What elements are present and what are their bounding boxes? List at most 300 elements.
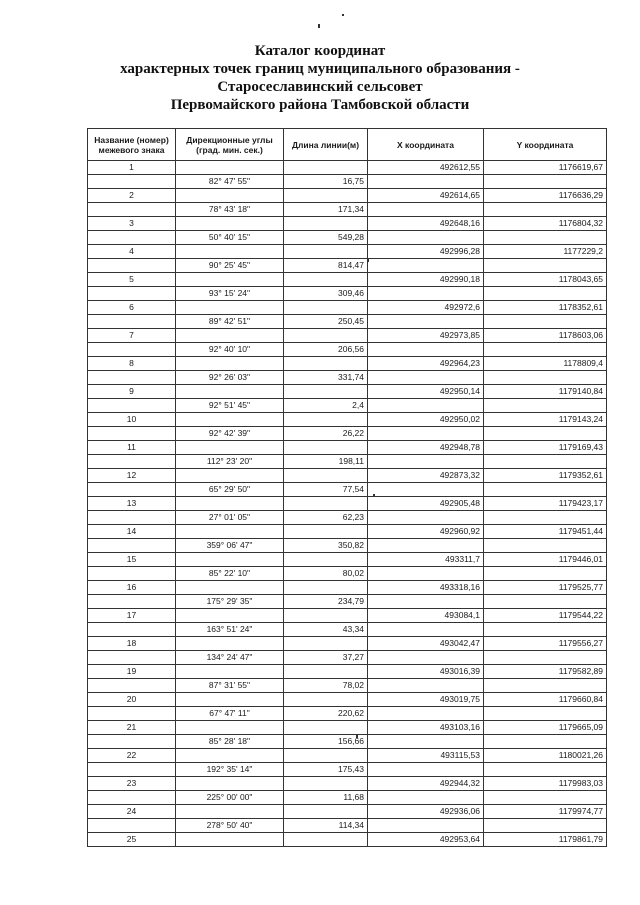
empty-cell (176, 245, 284, 259)
x-coordinate-cell: 492614,65 (368, 189, 484, 203)
empty-cell (484, 791, 607, 805)
empty-cell (284, 609, 368, 623)
empty-cell (284, 721, 368, 735)
y-coordinate-cell: 1179169,43 (484, 441, 607, 455)
x-coordinate-cell: 492953,64 (368, 833, 484, 847)
x-coordinate-cell: 493084,1 (368, 609, 484, 623)
x-coordinate-cell: 492950,02 (368, 413, 484, 427)
table-row (88, 427, 607, 441)
line-length-cell: 43,34 (284, 623, 368, 637)
direction-angle-cell: 85° 28' 18" (176, 735, 284, 749)
y-coordinate-cell: 1179525,77 (484, 581, 607, 595)
table-row (88, 441, 607, 455)
empty-cell (484, 763, 607, 777)
point-number-cell: 14 (88, 525, 176, 539)
document-title (0, 42, 640, 114)
empty-cell (368, 259, 484, 273)
line-length-cell: 114,34 (284, 819, 368, 833)
empty-cell (176, 693, 284, 707)
x-coordinate-cell: 493318,16 (368, 581, 484, 595)
x-coordinate-cell: 492950,14 (368, 385, 484, 399)
empty-cell (176, 497, 284, 511)
y-coordinate-cell: 1178603,06 (484, 329, 607, 343)
line-length-cell: 234,79 (284, 595, 368, 609)
empty-cell (368, 595, 484, 609)
table-row (88, 609, 607, 623)
line-length-cell: 350,82 (284, 539, 368, 553)
table-row (88, 469, 607, 483)
direction-angle-cell: 192° 35' 14" (176, 763, 284, 777)
y-coordinate-cell: 1178809,4 (484, 357, 607, 371)
empty-cell (484, 231, 607, 245)
empty-cell (368, 623, 484, 637)
direction-angle-cell: 92° 42' 39" (176, 427, 284, 441)
empty-cell (284, 273, 368, 287)
empty-cell (284, 245, 368, 259)
table-row (88, 567, 607, 581)
header-y-coordinate: Y координата (484, 129, 607, 161)
empty-cell (284, 497, 368, 511)
point-number-cell: 12 (88, 469, 176, 483)
y-coordinate-cell: 1179861,79 (484, 833, 607, 847)
empty-cell (368, 819, 484, 833)
y-coordinate-cell: 1179544,22 (484, 609, 607, 623)
empty-cell (284, 581, 368, 595)
point-number-cell: 1 (88, 161, 176, 175)
empty-cell (176, 161, 284, 175)
table-row (88, 581, 607, 595)
header-line-length: Длина линии(м) (284, 129, 368, 161)
direction-angle-cell: 82° 47' 55" (176, 175, 284, 189)
empty-cell (88, 231, 176, 245)
empty-cell (176, 721, 284, 735)
empty-cell (88, 651, 176, 665)
empty-cell (88, 287, 176, 301)
x-coordinate-cell: 493311,7 (368, 553, 484, 567)
empty-cell (284, 329, 368, 343)
empty-cell (284, 161, 368, 175)
direction-angle-cell: 78° 43' 18" (176, 203, 284, 217)
empty-cell (88, 735, 176, 749)
x-coordinate-cell: 492990,18 (368, 273, 484, 287)
direction-angle-cell: 278° 50' 40" (176, 819, 284, 833)
table-row (88, 315, 607, 329)
empty-cell (284, 357, 368, 371)
direction-angle-cell: 50° 40' 15" (176, 231, 284, 245)
table-row (88, 651, 607, 665)
empty-cell (484, 483, 607, 497)
empty-cell (284, 749, 368, 763)
empty-cell (88, 595, 176, 609)
x-coordinate-cell: 492648,16 (368, 217, 484, 231)
title-line: Первомайского района Тамбовской области (170, 97, 470, 113)
table-row (88, 623, 607, 637)
line-length-cell: 331,74 (284, 371, 368, 385)
point-number-cell: 18 (88, 637, 176, 651)
point-number-cell: 20 (88, 693, 176, 707)
empty-cell (88, 791, 176, 805)
empty-cell (284, 301, 368, 315)
direction-angle-cell: 65° 29' 50" (176, 483, 284, 497)
direction-angle-cell: 93° 15' 24" (176, 287, 284, 301)
table-header-row (88, 129, 607, 161)
empty-cell (176, 413, 284, 427)
table-row (88, 161, 607, 175)
y-coordinate-cell: 1178043,65 (484, 273, 607, 287)
table-row (88, 735, 607, 749)
y-coordinate-cell: 1179983,03 (484, 777, 607, 791)
title-line: Каталог координат (254, 43, 386, 59)
empty-cell (284, 553, 368, 567)
empty-cell (284, 469, 368, 483)
empty-cell (484, 567, 607, 581)
line-length-cell: 814,47 (284, 259, 368, 273)
line-length-cell: 78,02 (284, 679, 368, 693)
empty-cell (176, 441, 284, 455)
empty-cell (284, 217, 368, 231)
empty-cell (88, 315, 176, 329)
empty-cell (176, 777, 284, 791)
point-number-cell: 7 (88, 329, 176, 343)
table-row (88, 217, 607, 231)
table-row (88, 539, 607, 553)
empty-cell (484, 175, 607, 189)
empty-cell (176, 385, 284, 399)
empty-cell (368, 371, 484, 385)
line-length-cell: 220,62 (284, 707, 368, 721)
table-row (88, 819, 607, 833)
table-row (88, 665, 607, 679)
empty-cell (176, 217, 284, 231)
header-point-name: Название (номер) межевого знака (88, 129, 176, 161)
empty-cell (368, 651, 484, 665)
empty-cell (484, 511, 607, 525)
empty-cell (88, 259, 176, 273)
y-coordinate-cell: 1176619,67 (484, 161, 607, 175)
direction-angle-cell: 92° 26' 03" (176, 371, 284, 385)
line-length-cell: 37,27 (284, 651, 368, 665)
empty-cell (368, 763, 484, 777)
point-number-cell: 8 (88, 357, 176, 371)
point-number-cell: 23 (88, 777, 176, 791)
empty-cell (176, 329, 284, 343)
table-row (88, 259, 607, 273)
empty-cell (176, 273, 284, 287)
empty-cell (368, 511, 484, 525)
table-row (88, 357, 607, 371)
table-row (88, 595, 607, 609)
title-line: характерных точек границ муниципального образования - (120, 61, 520, 77)
empty-cell (484, 427, 607, 441)
empty-cell (284, 525, 368, 539)
point-number-cell: 19 (88, 665, 176, 679)
empty-cell (368, 483, 484, 497)
point-number-cell: 22 (88, 749, 176, 763)
empty-cell (176, 581, 284, 595)
empty-cell (176, 469, 284, 483)
line-length-cell: 16,75 (284, 175, 368, 189)
empty-cell (484, 315, 607, 329)
empty-cell (88, 679, 176, 693)
empty-cell (484, 399, 607, 413)
table-row (88, 497, 607, 511)
line-length-cell: 198,11 (284, 455, 368, 469)
y-coordinate-cell: 1179582,89 (484, 665, 607, 679)
y-coordinate-cell: 1179140,84 (484, 385, 607, 399)
x-coordinate-cell: 492948,78 (368, 441, 484, 455)
empty-cell (368, 231, 484, 245)
point-number-cell: 4 (88, 245, 176, 259)
empty-cell (484, 371, 607, 385)
x-coordinate-cell: 492973,85 (368, 329, 484, 343)
y-coordinate-cell: 1179556,27 (484, 637, 607, 651)
empty-cell (484, 679, 607, 693)
empty-cell (284, 413, 368, 427)
header-direction-angle: Дирекционные углы (град. мин. сек.) (176, 129, 284, 161)
point-number-cell: 2 (88, 189, 176, 203)
table-row (88, 385, 607, 399)
line-length-cell: 11,68 (284, 791, 368, 805)
y-coordinate-cell: 1179974,77 (484, 805, 607, 819)
x-coordinate-cell: 493115,53 (368, 749, 484, 763)
empty-cell (176, 805, 284, 819)
empty-cell (88, 623, 176, 637)
x-coordinate-cell: 493016,39 (368, 665, 484, 679)
table-row (88, 399, 607, 413)
empty-cell (368, 315, 484, 329)
empty-cell (88, 483, 176, 497)
point-number-cell: 6 (88, 301, 176, 315)
point-number-cell: 3 (88, 217, 176, 231)
empty-cell (484, 735, 607, 749)
empty-cell (176, 553, 284, 567)
x-coordinate-cell: 492936,06 (368, 805, 484, 819)
header-x-coordinate: X координата (368, 129, 484, 161)
empty-cell (284, 385, 368, 399)
empty-cell (176, 749, 284, 763)
scan-speck (342, 14, 344, 16)
empty-cell (284, 189, 368, 203)
table-row (88, 483, 607, 497)
x-coordinate-cell: 492873,32 (368, 469, 484, 483)
empty-cell (176, 637, 284, 651)
direction-angle-cell: 134° 24' 47" (176, 651, 284, 665)
empty-cell (284, 833, 368, 847)
point-number-cell: 10 (88, 413, 176, 427)
empty-cell (88, 707, 176, 721)
x-coordinate-cell: 492972,6 (368, 301, 484, 315)
table-row (88, 679, 607, 693)
empty-cell (176, 357, 284, 371)
empty-cell (368, 567, 484, 581)
direction-angle-cell: 163° 51' 24" (176, 623, 284, 637)
point-number-cell: 11 (88, 441, 176, 455)
empty-cell (368, 287, 484, 301)
empty-cell (88, 343, 176, 357)
direction-angle-cell: 27° 01' 05" (176, 511, 284, 525)
empty-cell (484, 259, 607, 273)
empty-cell (176, 301, 284, 315)
direction-angle-cell: 92° 51' 45" (176, 399, 284, 413)
empty-cell (484, 623, 607, 637)
empty-cell (88, 539, 176, 553)
direction-angle-cell: 90° 25' 45" (176, 259, 284, 273)
table-body (88, 161, 607, 847)
empty-cell (368, 679, 484, 693)
line-length-cell: 2,4 (284, 399, 368, 413)
table-row (88, 833, 607, 847)
x-coordinate-cell: 492960,92 (368, 525, 484, 539)
y-coordinate-cell: 1179665,09 (484, 721, 607, 735)
empty-cell (88, 371, 176, 385)
y-coordinate-cell: 1176636,29 (484, 189, 607, 203)
empty-cell (484, 539, 607, 553)
table-row (88, 329, 607, 343)
x-coordinate-cell: 492905,48 (368, 497, 484, 511)
empty-cell (88, 763, 176, 777)
line-length-cell: 309,46 (284, 287, 368, 301)
empty-cell (176, 665, 284, 679)
empty-cell (284, 441, 368, 455)
y-coordinate-cell: 1180021,26 (484, 749, 607, 763)
table-row (88, 371, 607, 385)
table-row (88, 791, 607, 805)
scan-speck (318, 24, 320, 28)
empty-cell (88, 567, 176, 581)
table-row (88, 805, 607, 819)
empty-cell (88, 399, 176, 413)
y-coordinate-cell: 1176804,32 (484, 217, 607, 231)
direction-angle-cell: 225° 00' 00" (176, 791, 284, 805)
table-row (88, 777, 607, 791)
table-row (88, 637, 607, 651)
direction-angle-cell: 359° 06' 47" (176, 539, 284, 553)
title-line: Старосеславинский сельсовет (217, 79, 423, 95)
empty-cell (284, 693, 368, 707)
y-coordinate-cell: 1179423,17 (484, 497, 607, 511)
x-coordinate-cell: 492612,55 (368, 161, 484, 175)
table-row (88, 553, 607, 567)
point-number-cell: 5 (88, 273, 176, 287)
empty-cell (284, 665, 368, 679)
line-length-cell: 62,23 (284, 511, 368, 525)
empty-cell (88, 455, 176, 469)
table-row (88, 707, 607, 721)
empty-cell (484, 707, 607, 721)
line-length-cell: 156,66 (284, 735, 368, 749)
y-coordinate-cell: 1179660,84 (484, 693, 607, 707)
table-row (88, 693, 607, 707)
point-number-cell: 17 (88, 609, 176, 623)
empty-cell (368, 399, 484, 413)
empty-cell (284, 637, 368, 651)
table-row (88, 763, 607, 777)
empty-cell (368, 343, 484, 357)
empty-cell (484, 287, 607, 301)
empty-cell (284, 777, 368, 791)
point-number-cell: 21 (88, 721, 176, 735)
point-number-cell: 15 (88, 553, 176, 567)
empty-cell (368, 735, 484, 749)
empty-cell (88, 175, 176, 189)
empty-cell (368, 175, 484, 189)
table-row (88, 189, 607, 203)
line-length-cell: 549,28 (284, 231, 368, 245)
x-coordinate-cell: 492996,28 (368, 245, 484, 259)
table-row (88, 301, 607, 315)
empty-cell (368, 539, 484, 553)
empty-cell (88, 819, 176, 833)
empty-cell (176, 525, 284, 539)
table-row (88, 175, 607, 189)
empty-cell (368, 707, 484, 721)
empty-cell (176, 189, 284, 203)
direction-angle-cell: 92° 40' 10" (176, 343, 284, 357)
y-coordinate-cell: 1179446,01 (484, 553, 607, 567)
x-coordinate-cell: 492944,32 (368, 777, 484, 791)
table-row (88, 273, 607, 287)
empty-cell (176, 609, 284, 623)
table-row (88, 511, 607, 525)
line-length-cell: 80,02 (284, 567, 368, 581)
point-number-cell: 25 (88, 833, 176, 847)
empty-cell (176, 833, 284, 847)
empty-cell (368, 203, 484, 217)
table-row (88, 231, 607, 245)
table-row (88, 287, 607, 301)
line-length-cell: 77,54 (284, 483, 368, 497)
empty-cell (284, 805, 368, 819)
empty-cell (88, 203, 176, 217)
table-row (88, 203, 607, 217)
table-row (88, 721, 607, 735)
point-number-cell: 16 (88, 581, 176, 595)
table-row (88, 343, 607, 357)
empty-cell (484, 343, 607, 357)
empty-cell (368, 455, 484, 469)
coordinate-catalog-table (87, 128, 607, 847)
y-coordinate-cell: 1179143,24 (484, 413, 607, 427)
table-row (88, 413, 607, 427)
x-coordinate-cell: 493103,16 (368, 721, 484, 735)
x-coordinate-cell: 493042,47 (368, 637, 484, 651)
table-row (88, 749, 607, 763)
table-row (88, 525, 607, 539)
x-coordinate-cell: 493019,75 (368, 693, 484, 707)
line-length-cell: 26,22 (284, 427, 368, 441)
direction-angle-cell: 89° 42' 51" (176, 315, 284, 329)
direction-angle-cell: 87° 31' 55" (176, 679, 284, 693)
empty-cell (484, 203, 607, 217)
empty-cell (484, 819, 607, 833)
direction-angle-cell: 175° 29' 35" (176, 595, 284, 609)
point-number-cell: 9 (88, 385, 176, 399)
direction-angle-cell: 85° 22' 10" (176, 567, 284, 581)
point-number-cell: 13 (88, 497, 176, 511)
empty-cell (88, 427, 176, 441)
y-coordinate-cell: 1179451,44 (484, 525, 607, 539)
y-coordinate-cell: 1177229,2 (484, 245, 607, 259)
empty-cell (88, 511, 176, 525)
line-length-cell: 171,34 (284, 203, 368, 217)
line-length-cell: 206,56 (284, 343, 368, 357)
x-coordinate-cell: 492964,23 (368, 357, 484, 371)
empty-cell (484, 595, 607, 609)
empty-cell (484, 651, 607, 665)
table-row (88, 245, 607, 259)
direction-angle-cell: 112° 23' 20" (176, 455, 284, 469)
direction-angle-cell: 67° 47' 11" (176, 707, 284, 721)
